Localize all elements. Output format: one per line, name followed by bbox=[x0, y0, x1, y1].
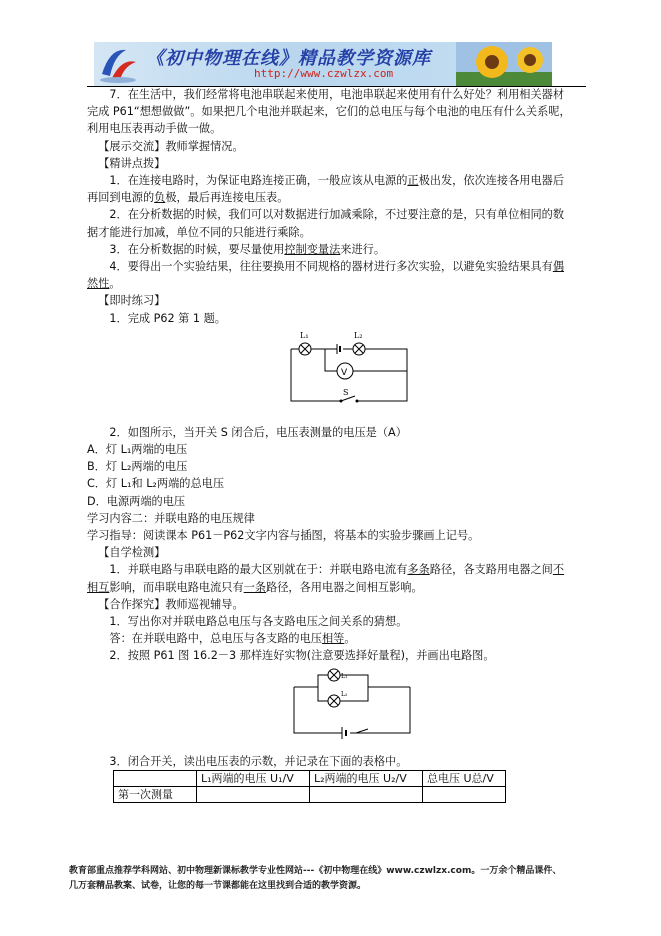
self-check-1-line-2: 相互影响，而串联电路电流只有一条路径，各用电器之间相互影响。 bbox=[87, 580, 423, 594]
section-zixue: 【自学检测】 bbox=[98, 546, 166, 560]
self-check-1-line-1: 1．并联电路与串联电路的最大区别就在于：并联电路电流有多条路径，各支路用电器之间不 bbox=[109, 563, 565, 577]
table-cell[interactable] bbox=[423, 786, 506, 802]
inquiry-3: 3．闭合开关，读出电压表的示数，并记录在下面的表格中。 bbox=[109, 754, 408, 768]
footer-line-1: 教育部重点推荐学科网站、初中物理新课标教学专业性网站---《初中物理在线》www.czwlzx.com。一万余个精品课件、 bbox=[69, 866, 562, 876]
lamp-1-label: L₁ bbox=[300, 330, 309, 340]
inquiry-2: 2．按照 P61 图 16.2－3 那样连好实物(注意要选择好量程)，并画出电路图。 bbox=[109, 649, 495, 663]
footer-line-2: 几万套精品教案、试卷，让您的每一节课都能在这里找到合适的教学资源。 bbox=[69, 881, 367, 891]
inquiry-1-answer: 答：在并联电路中，总电压与各支路的电压相等。 bbox=[109, 632, 356, 646]
series-circuit-diagram bbox=[287, 327, 413, 419]
option-c: C．灯 L₁和 L₂两端的总电压 bbox=[87, 477, 225, 491]
table-cell[interactable] bbox=[197, 786, 310, 802]
series-circuit-figure bbox=[87, 327, 586, 424]
option-a: A．灯 L₁两端的电压 bbox=[87, 443, 188, 457]
answer-blank: 负 bbox=[154, 191, 166, 205]
point-4-line-2: 然性。 bbox=[87, 277, 121, 291]
question-7-line-2: 完成 P61“想想做做”。如果把几个电池并联起来，它们的总电压与每个电池的电压有什么关系呢， bbox=[87, 105, 571, 119]
point-3: 3．在分析数据的时候，要尽量使用控制变量法来进行。 bbox=[109, 242, 386, 256]
voltmeter-label: V bbox=[341, 367, 348, 378]
results-table bbox=[113, 770, 506, 803]
table-header-cell: L₁两端的电压 U₁/V bbox=[197, 770, 310, 786]
answer-blank: 正 bbox=[407, 174, 419, 188]
site-url[interactable]: http://www.czwlzx.com bbox=[254, 67, 394, 80]
question-7-line-1: 7．在生活中，我们经常将电池串联起来使用，电池串联起来使用有什么好处？利用相关器材 bbox=[109, 88, 565, 101]
answer-blank: 一条 bbox=[243, 580, 267, 594]
question-2: 2．如图所示，当开关 S 闭合后，电压表测量的电压是（A） bbox=[109, 425, 407, 439]
answer-blank: 偶 bbox=[552, 260, 565, 274]
header-banner bbox=[94, 42, 552, 86]
section-jishi: 【即时练习】 bbox=[98, 294, 166, 308]
sunflower-image bbox=[456, 42, 552, 86]
point-1-line-1: 1．在连接电路时，为保证电路连接正确，一般应该从电源的正极出发，依次连接各用电器后 bbox=[109, 174, 565, 188]
lamp-2-label: L₂ bbox=[354, 330, 363, 340]
answer-blank: 多条 bbox=[407, 563, 430, 577]
option-d: D．电源两端的电压 bbox=[87, 494, 186, 508]
point-2-line-1: 2．在分析数据的时候，我们可以对数据进行加减乘除，不过要注意的是，只有单位相同的数 bbox=[109, 208, 565, 222]
option-b: B．灯 L₂两端的电压 bbox=[87, 460, 188, 474]
learning-content-2: 学习内容二：并联电路的电压规律 bbox=[87, 511, 255, 525]
section-jingjiang: 【精讲点拨】 bbox=[98, 156, 166, 170]
learning-guide-2: 学习指导：阅读课本 P61－P62文字内容与插图，将基本的实验步骤画上记号。 bbox=[87, 529, 480, 543]
lamp-1-label: L₁ bbox=[341, 672, 348, 680]
answer-blank: 不 bbox=[552, 563, 565, 577]
answer-blank: 控制变量法 bbox=[284, 242, 341, 256]
inquiry-1: 1．写出你对并联电路总电压与各支路电压之间关系的猜想。 bbox=[109, 615, 408, 629]
site-logo-icon bbox=[96, 44, 140, 84]
exercise-1: 1．完成 P62 第 1 题。 bbox=[109, 311, 226, 325]
table-header-cell: 总电压 U总/V bbox=[423, 770, 506, 786]
lamp-2-label: L₂ bbox=[341, 690, 348, 698]
page-footer bbox=[69, 864, 599, 894]
point-1-line-2: 再回到电源的负极，最后再连接电压表。 bbox=[87, 191, 289, 205]
page-content bbox=[87, 86, 586, 803]
table-cell[interactable] bbox=[310, 786, 423, 802]
table-row bbox=[114, 786, 506, 802]
point-4-line-1: 4．要得出一个实验结果，往往要换用不同规格的器材进行多次实验，以避免实验结果具有偶 bbox=[109, 260, 565, 274]
site-title: 《初中物理在线》精品教学资源库 bbox=[146, 48, 431, 69]
point-2-line-2: 据才能进行加减，单位不同的只能进行乘除。 bbox=[87, 225, 311, 239]
switch-label: S bbox=[343, 387, 349, 397]
answer-blank: 相等 bbox=[321, 632, 345, 646]
table-header-row bbox=[114, 770, 506, 786]
table-header-cell: L₂两端的电压 U₂/V bbox=[310, 770, 423, 786]
answer-blank: 相互 bbox=[87, 580, 110, 594]
table-cell: 第一次测量 bbox=[114, 786, 197, 802]
parallel-circuit-diagram bbox=[290, 665, 416, 745]
table-header-cell bbox=[114, 770, 197, 786]
parallel-circuit-figure bbox=[87, 665, 586, 753]
answer-blank: 然性 bbox=[87, 277, 110, 291]
section-show: 【展示交流】教师掌握情况。 bbox=[98, 139, 244, 153]
question-7-line-3: 利用电压表再动手做一做。 bbox=[87, 122, 222, 136]
section-hezuo: 【合作探究】教师巡视辅导。 bbox=[98, 597, 244, 611]
